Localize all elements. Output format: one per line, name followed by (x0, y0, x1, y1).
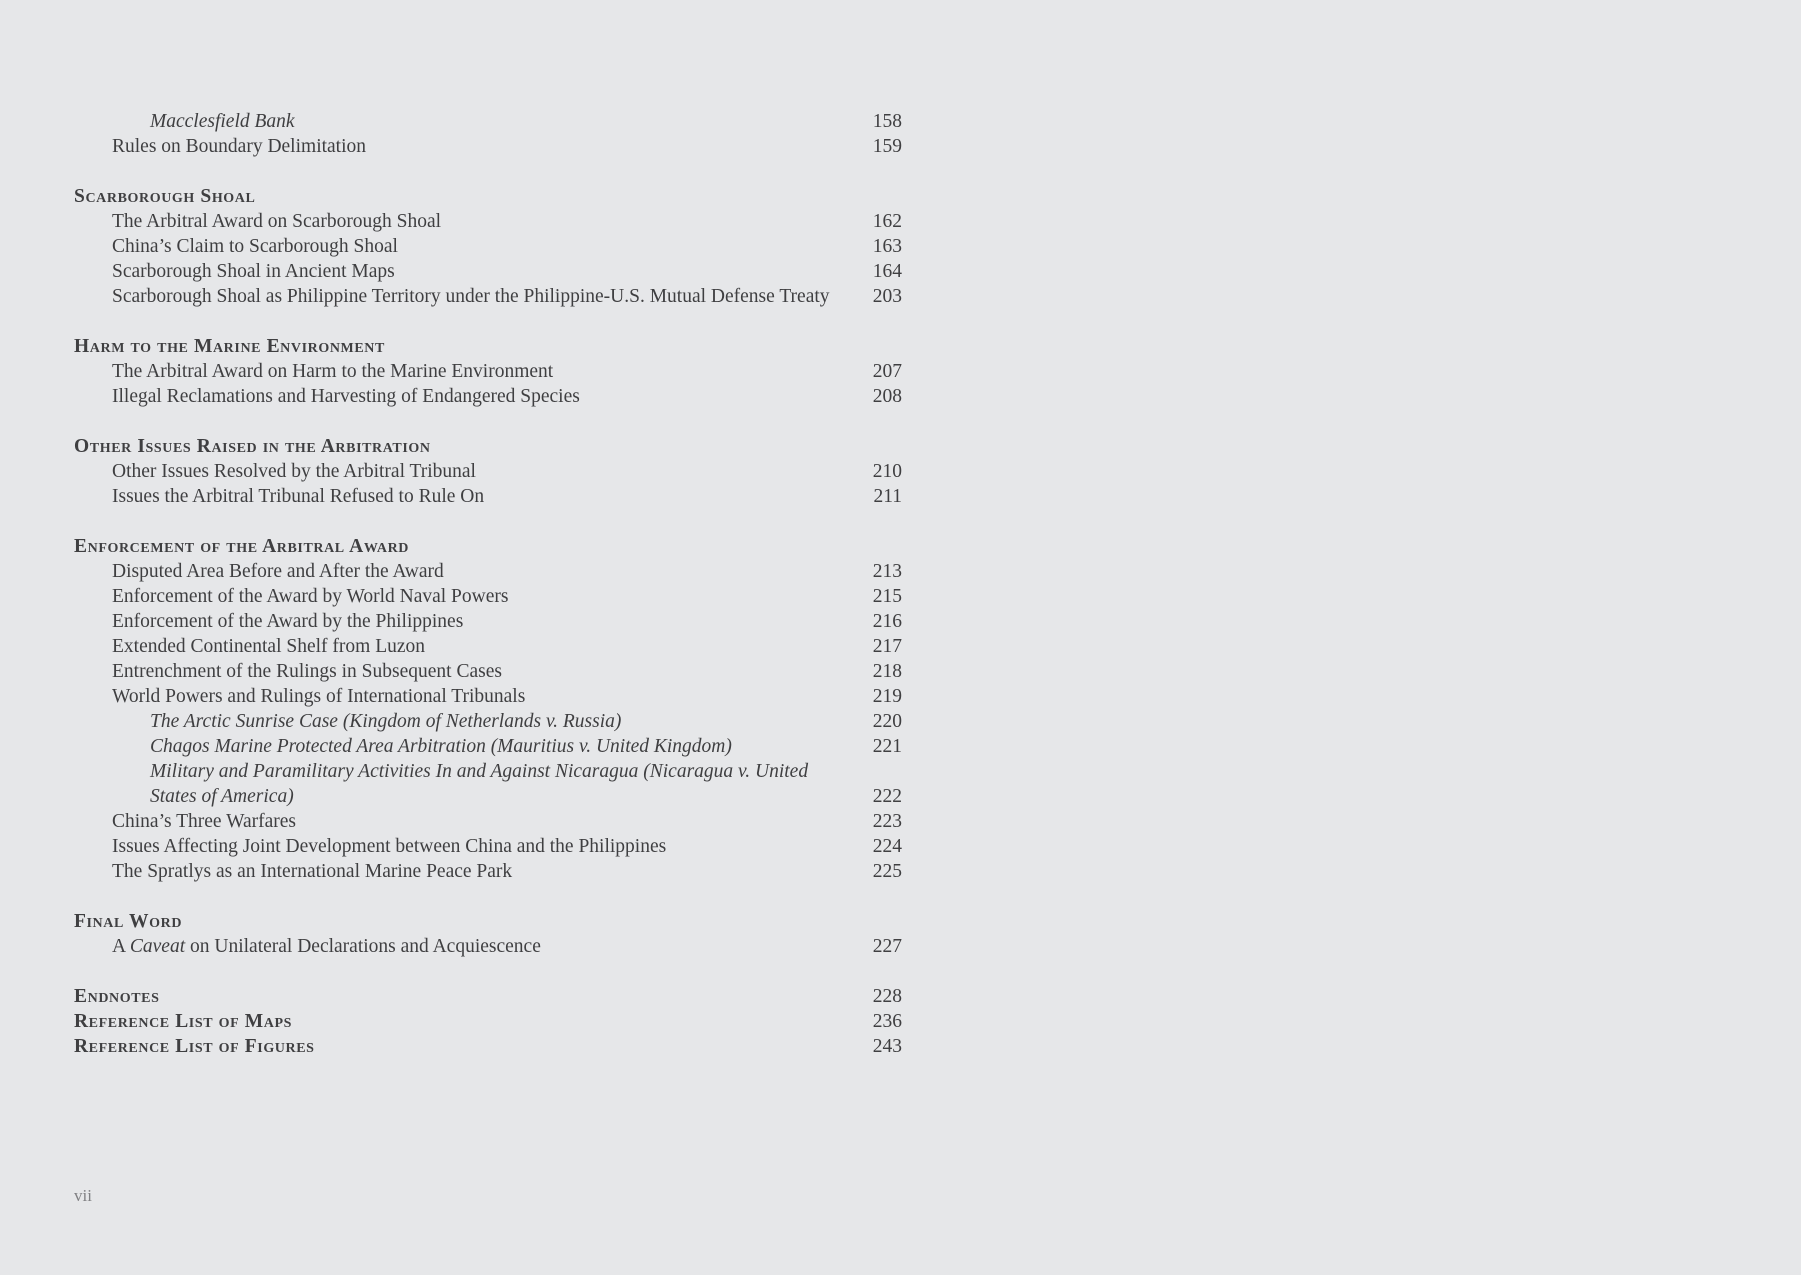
toc-section-heading[interactable] (74, 184, 902, 209)
toc-entry-title: Enforcement of the Award by World Naval Powers (112, 586, 509, 607)
toc-entry[interactable] (74, 384, 902, 409)
toc-entry-maps[interactable] (74, 1009, 902, 1034)
toc-entry-page: 211 (873, 486, 902, 507)
toc-section-enforcement (74, 534, 902, 884)
page-number: vii (74, 1186, 92, 1205)
toc-entry[interactable] (74, 834, 902, 859)
toc-entry[interactable] (74, 284, 902, 309)
toc-entry-title: China’s Claim to Scarborough Shoal (112, 236, 398, 257)
toc-entry-title: Chagos Marine Protected Area Arbitration (Mauritius v. United Kingdom) (150, 736, 732, 757)
toc-entry-page: 218 (872, 661, 902, 682)
toc-heading-title: Enforcement of the Arbitral Award (74, 536, 410, 557)
toc-entry-title: The Arbitral Award on Scarborough Shoal (112, 211, 442, 232)
toc-entry[interactable] (74, 109, 902, 134)
toc-entry-title: Scarborough Shoal as Philippine Territory under the Philippine-U.S. Mutual Defense Treaty (112, 286, 830, 307)
toc-entry-title: Disputed Area Before and After the Award (112, 561, 444, 582)
toc-entry-page: 208 (872, 386, 902, 407)
toc-section-final-word (74, 909, 902, 959)
toc-entry-title (112, 934, 832, 959)
toc-entry-page: 221 (872, 736, 902, 757)
toc-heading-title: Other Issues Raised in the Arbitration (74, 436, 431, 457)
toc-entry[interactable] (74, 359, 902, 384)
toc-entry-title: Scarborough Shoal in Ancient Maps (112, 261, 395, 282)
toc-entry[interactable] (74, 734, 902, 759)
toc-entry-page: 227 (872, 936, 902, 957)
toc-entry-page: 224 (872, 836, 902, 857)
toc-group-continued (74, 109, 902, 159)
toc-heading-title: Harm to the Marine Environment (74, 336, 385, 357)
toc-entry-page: 210 (872, 461, 902, 482)
toc-heading-title: Reference List of Figures (74, 1036, 315, 1057)
toc-section-other-issues (74, 434, 902, 509)
toc-entry-page: 207 (872, 361, 902, 382)
toc-entry-title: Issues Affecting Joint Development between China and the Philippines (112, 836, 667, 857)
toc-section-scarborough (74, 184, 902, 309)
toc-heading-title: Endnotes (74, 986, 160, 1007)
toc-entry[interactable] (74, 234, 902, 259)
toc-entry-title: The Spratlys as an International Marine Peace Park (112, 861, 513, 882)
toc-back-matter (74, 984, 902, 1059)
toc-entry[interactable] (74, 934, 902, 959)
toc-section-heading[interactable] (74, 334, 902, 359)
toc-entry[interactable] (74, 859, 902, 884)
toc-entry[interactable] (74, 484, 902, 509)
toc-section-heading[interactable] (74, 909, 902, 934)
table-of-contents (74, 109, 902, 1084)
toc-entry-title: Entrenchment of the Rulings in Subsequent Cases (112, 661, 502, 682)
toc-entry-page: 159 (872, 136, 902, 157)
toc-entry-title: China’s Three Warfares (112, 811, 296, 832)
toc-entry[interactable] (74, 559, 902, 584)
toc-entry-page: 213 (872, 561, 902, 582)
toc-entry-title: World Powers and Rulings of International Tribunals (112, 686, 526, 707)
toc-entry-title: Macclesfield Bank (150, 111, 295, 132)
toc-entry-title-suffix: on Unilateral Declarations and Acquiescence (185, 936, 541, 957)
toc-entry-title: The Arbitral Award on Harm to the Marine Environment (112, 361, 554, 382)
toc-entry[interactable] (74, 684, 902, 709)
toc-entry-title: Extended Continental Shelf from Luzon (112, 636, 426, 657)
toc-entry-page: 228 (872, 986, 902, 1007)
toc-entry[interactable] (74, 209, 902, 234)
toc-entry-page: 162 (872, 211, 902, 232)
toc-entry[interactable] (74, 609, 902, 634)
toc-section-marine-environment (74, 334, 902, 409)
toc-entry-title: Military and Paramilitary Activities In and Against Nicaragua (Nicaragua v. United States of America) (150, 761, 809, 807)
toc-entry[interactable] (74, 709, 902, 734)
toc-section-heading[interactable] (74, 534, 902, 559)
toc-entry-title: Other Issues Resolved by the Arbitral Tribunal (112, 461, 476, 482)
toc-entry[interactable] (74, 259, 902, 284)
toc-entry-title: Issues the Arbitral Tribunal Refused to Rule On (112, 486, 485, 507)
toc-entry-endnotes[interactable] (74, 984, 902, 1009)
toc-entry-page: 223 (872, 811, 902, 832)
toc-entry-title: Enforcement of the Award by the Philippines (112, 611, 464, 632)
toc-entry-title: Illegal Reclamations and Harvesting of Endangered Species (112, 386, 580, 407)
toc-entry[interactable] (74, 584, 902, 609)
toc-entry-page: 164 (872, 261, 902, 282)
toc-heading-title: Reference List of Maps (74, 1011, 293, 1032)
toc-entry-page: 243 (872, 1036, 902, 1057)
toc-entry[interactable] (74, 459, 902, 484)
toc-entry[interactable] (74, 634, 902, 659)
toc-entry[interactable] (74, 659, 902, 684)
toc-entry-page: 236 (872, 1011, 902, 1032)
toc-entry[interactable] (74, 809, 902, 834)
toc-entry-title-italic: Caveat (129, 936, 186, 957)
toc-entry-page: 163 (872, 236, 902, 257)
toc-entry-figures[interactable] (74, 1034, 902, 1059)
toc-section-heading[interactable] (74, 434, 902, 459)
toc-entry-title-prefix: A (112, 936, 130, 957)
toc-entry-page: 219 (872, 686, 902, 707)
toc-entry-page: 217 (872, 636, 902, 657)
toc-entry-page: 215 (872, 586, 902, 607)
toc-entry-page: 225 (872, 861, 902, 882)
toc-heading-title: Scarborough Shoal (74, 186, 256, 207)
toc-entry[interactable] (74, 134, 902, 159)
toc-entry-page: 216 (872, 611, 902, 632)
toc-entry-page: 158 (872, 111, 902, 132)
toc-entry-page: 222 (872, 786, 902, 807)
toc-entry-title: Rules on Boundary Delimitation (112, 136, 367, 157)
toc-entry[interactable] (74, 759, 902, 809)
toc-entry-page: 203 (872, 286, 902, 307)
toc-entry-title: The Arctic Sunrise Case (Kingdom of Netherlands v. Russia) (150, 711, 622, 732)
toc-heading-title: Final Word (74, 911, 183, 932)
toc-entry-page: 220 (872, 711, 902, 732)
